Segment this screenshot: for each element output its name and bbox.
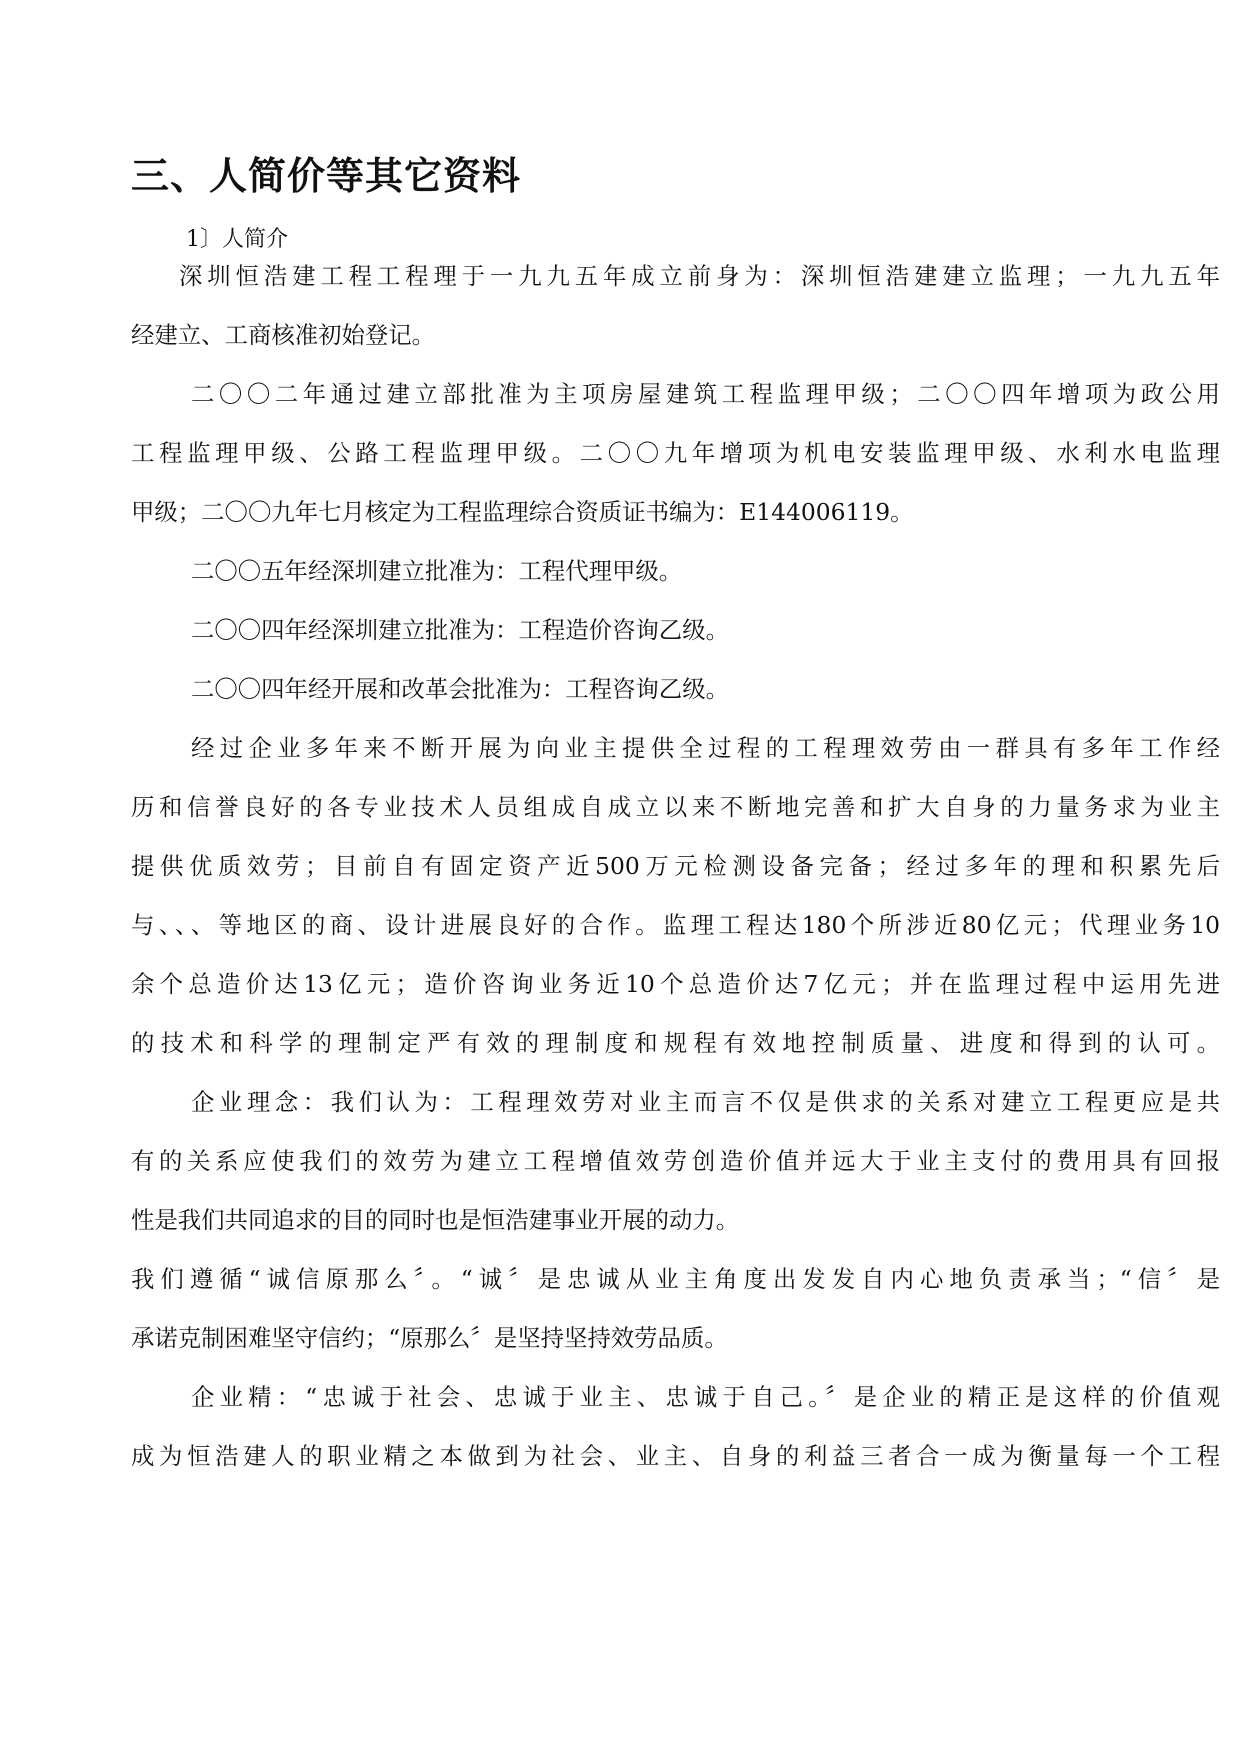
subsection-heading: 1〕人简介 xyxy=(186,227,288,252)
paragraph-line: 承诺克制困难坚守信约；“原那么〞是坚持坚持效劳品质。 xyxy=(131,1324,728,1352)
paragraph-line: 历和信誉良好的各专业技术人员组成自成立以来不断地完善和扩大自身的力量务求为业主 xyxy=(131,793,1220,821)
paragraph-line: 企业理念：我们认为：工程理效劳对业主而言不仅是供求的关系对建立工程更应是共 xyxy=(191,1088,1220,1116)
section-heading: 三、人简价等其它资料 xyxy=(131,153,522,198)
paragraph-line: 我们遵循“诚信原那么〞。“诚〞是忠诚从业主角度出发发自内心地负责承当；“信〞是 xyxy=(131,1265,1220,1293)
paragraph-line: 二〇〇五年经深圳建立批准为：工程代理甲级。 xyxy=(191,557,683,585)
paragraph-line: 甲级；二〇〇九年七月核定为工程监理综合资质证书编为：E144006119。 xyxy=(131,498,914,526)
paragraph-line: 成为恒浩建人的职业精之本做到为社会、业主、自身的利益三者合一成为衡量每一个工程 xyxy=(131,1442,1220,1470)
paragraph-line: 二〇〇四年经开展和改革会批准为：工程咨询乙级。 xyxy=(191,675,729,703)
paragraph-line: 二〇〇二年通过建立部批准为主项房屋建筑工程监理甲级；二〇〇四年增项为政公用 xyxy=(191,380,1220,408)
paragraph-line: 有的关系应使我们的效劳为建立工程增值效劳创造价值并远大于业主支付的费用具有回报 xyxy=(131,1147,1220,1175)
paragraph-line: 深圳恒浩建工程工程理于一九九五年成立前身为：深圳恒浩建建立监理；一九九五年 xyxy=(179,262,1220,290)
paragraph-line: 经建立、工商核准初始登记。 xyxy=(131,321,436,349)
paragraph-line: 工程监理甲级、公路工程监理甲级。二〇〇九年增项为机电安装监理甲级、水利水电监理 xyxy=(131,439,1220,467)
paragraph-line: 提供优质效劳；目前自有固定资产近500万元检测设备完备；经过多年的理和积累先后 xyxy=(131,852,1220,880)
paragraph-line: 企业精：“忠诚于社会、忠诚于业主、忠诚于自己。〞是企业的精正是这样的价值观 xyxy=(191,1383,1220,1411)
paragraph-line: 的技术和科学的理制定严有效的理制度和规程有效地控制质量、进度和得到的认可。 xyxy=(131,1029,1220,1057)
paragraph-line: 经过企业多年来不断开展为向业主提供全过程的工程理效劳由一群具有多年工作经 xyxy=(191,734,1220,762)
paragraph-line: 二〇〇四年经深圳建立批准为：工程造价咨询乙级。 xyxy=(191,616,729,644)
paragraph-line: 与、、、等地区的商、设计进展良好的合作。监理工程达180个所涉近80亿元；代理业务10 xyxy=(131,911,1220,939)
paragraph-line: 余个总造价达13亿元；造价咨询业务近10个总造价达7亿元；并在监理过程中运用先进 xyxy=(131,970,1220,998)
paragraph-line: 性是我们共同追求的目的同时也是恒浩建事业开展的动力。 xyxy=(131,1206,740,1234)
